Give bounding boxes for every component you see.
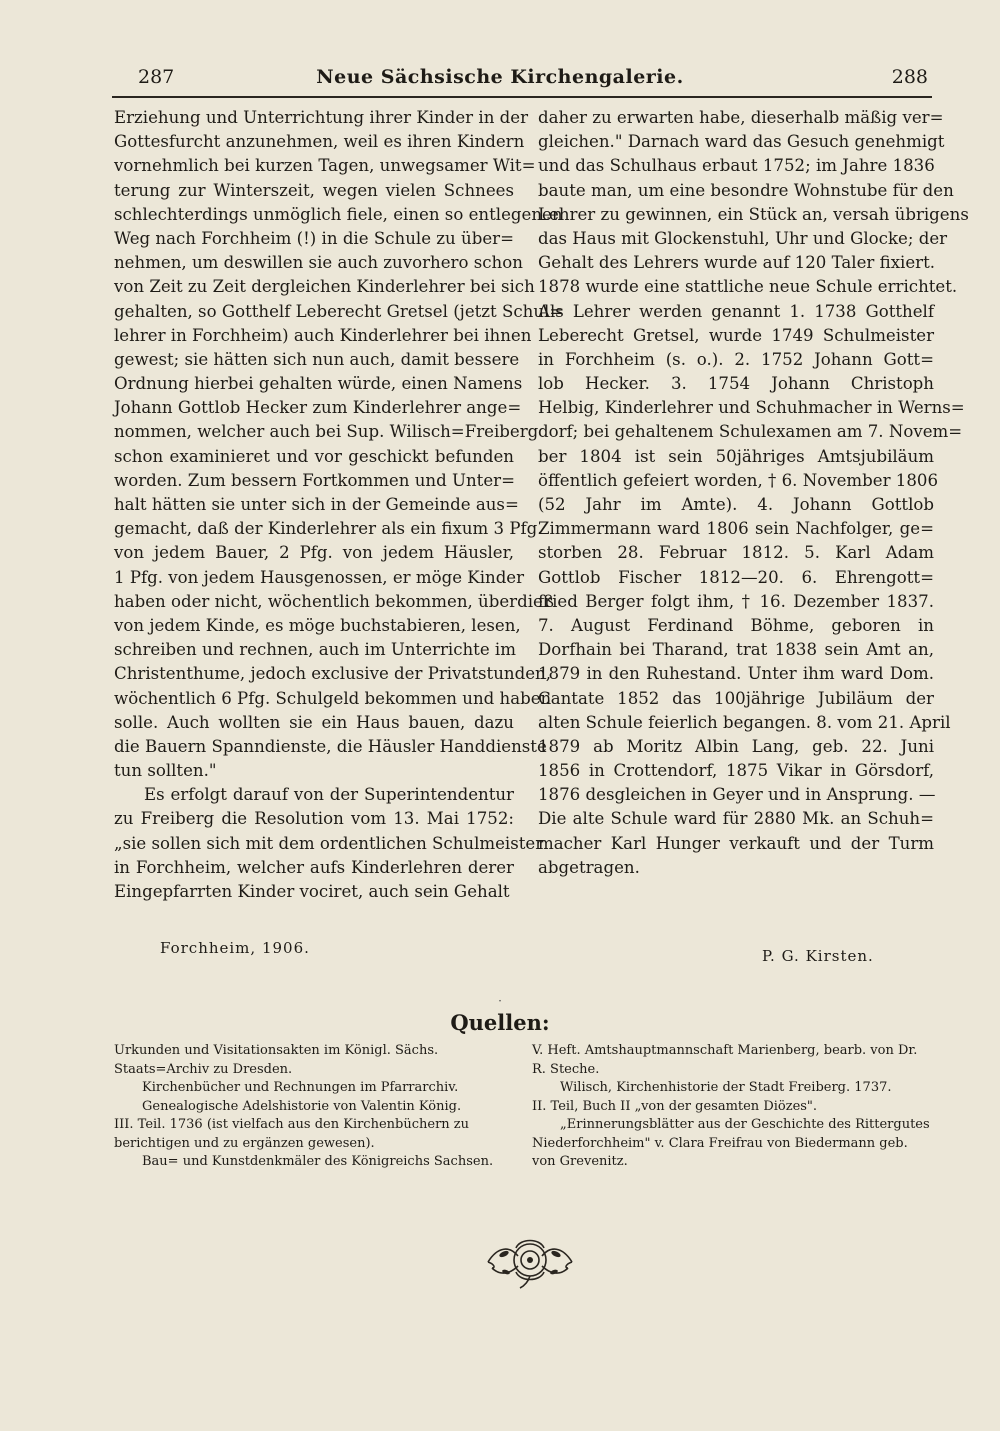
section-separator: · — [498, 994, 502, 1008]
text-line: die Bauern Spanndienste, die Häusler Handdienste — [114, 736, 547, 756]
rose-ornament-icon — [480, 1224, 580, 1294]
text-line: gewest; sie hätten sich nun auch, damit bessere — [114, 349, 520, 369]
text-line: Helbig, Kinderlehrer und Schuhmacher in Werns= — [538, 398, 965, 418]
text-line: lob Hecker. 3. 1754 Johann Christoph — [538, 374, 934, 394]
text-line: storben 28. Februar 1812. 5. Karl Adam — [538, 543, 934, 563]
text-line: und das Schulhaus erbaut 1752; im Jahre 1836 — [538, 156, 935, 176]
text-line: „sie sollen sich mit dem ordentlichen Schulmeister — [114, 833, 544, 853]
text-line: Die alte Schule ward für 2880 Mk. an Schuh= — [538, 809, 934, 829]
place-date: Forchheim, 1906. — [160, 939, 310, 957]
text-line: vornehmlich bei kurzen Tagen, unwegsamer Wit= — [114, 156, 536, 176]
source-line: berichtigen und zu ergänzen gewesen). — [114, 1135, 375, 1151]
text-line: Gehalt des Lehrers wurde auf 120 Taler fixiert. — [538, 253, 936, 273]
sources-right-column — [532, 1042, 934, 1172]
source-line: Bau= und Kunstdenkmäler des Königreichs Sachsen. — [142, 1154, 494, 1169]
text-line: das Haus mit Glockenstuhl, Uhr und Glocke; der — [538, 228, 948, 248]
text-line: nehmen, um deswillen sie auch zuvorhero schon — [114, 253, 523, 273]
source-line: V. Heft. Amtshauptmannschaft Marienberg, bearb. von Dr. — [532, 1043, 918, 1058]
source-line: Wilisch, Kirchenhistorie der Stadt Freiberg. 1737. — [560, 1080, 892, 1095]
text-line: Gottlob Fischer 1812—20. 6. Ehrengott= — [538, 567, 934, 587]
text-line: baute man, um eine besondre Wohnstube für den — [538, 180, 954, 200]
page-number-right: 288 — [891, 66, 928, 88]
text-line: 1879 in den Ruhestand. Unter ihm ward Dom. — [538, 664, 934, 684]
header-rule — [112, 96, 932, 98]
text-line: öffentlich gefeiert worden, † 6. November 1806 — [538, 470, 939, 490]
text-line: Dorfhain bei Tharand, trat 1838 sein Amt an, — [538, 640, 934, 660]
text-line: halt hätten sie unter sich in der Gemeinde aus= — [114, 495, 519, 514]
text-line: in Forchheim (s. o.). 2. 1752 Johann Gott= — [538, 349, 934, 369]
text-line: Cantate 1852 das 100jährige Jubiläum der — [538, 688, 934, 708]
running-title: Neue Sächsische Kirchengalerie. — [316, 66, 684, 88]
text-line: von jedem Kinde, es möge buchstabieren, lesen, — [114, 615, 521, 635]
text-line: in Forchheim, welcher aufs Kinderlehren derer — [114, 857, 514, 877]
text-line: haben oder nicht, wöchentlich bekommen, überdieß — [114, 591, 554, 611]
text-line: wöchentlich 6 Pfg. Schulgeld bekommen und haben — [114, 688, 552, 708]
text-line: lehrer in Forchheim) auch Kinderlehrer bei ihnen — [114, 325, 532, 345]
text-line: dorf; bei gehaltenem Schulexamen am 7. Novem= — [538, 422, 963, 442]
text-line: fried Berger folgt ihm, † 16. Dezember 1837. — [538, 591, 934, 611]
source-line: Urkunden und Visitationsakten im Königl. Sächs. — [114, 1043, 439, 1058]
text-line: Johann Gottlob Hecker zum Kinderlehrer ange= — [114, 398, 522, 418]
text-line: daher zu erwarten habe, dieserhalb mäßig ver= — [538, 108, 944, 127]
text-line: Erziehung und Unterrichtung ihrer Kinder in der — [114, 108, 529, 127]
text-line: ber 1804 ist sein 50jähriges Amtsjubiläum — [538, 446, 934, 466]
text-line: Weg nach Forchheim (!) in die Schule zu über= — [114, 228, 514, 248]
text-line: Leberecht Gretsel, wurde 1749 Schulmeister — [538, 325, 934, 345]
text-line: Es erfolgt darauf von der Superintendentur — [144, 785, 514, 805]
text-line: von jedem Bauer, 2 Pfg. von jedem Häusler, — [114, 543, 514, 563]
text-line: Lehrer zu gewinnen, ein Stück an, versah übrigens — [538, 204, 969, 224]
text-line: 1878 wurde eine stattliche neue Schule errichtet. — [538, 277, 958, 297]
text-line: worden. Zum bessern Fortkommen und Unter= — [114, 470, 515, 490]
text-line: schon examinieret und vor geschickt befunden — [114, 446, 514, 466]
text-line: Christenthume, jedoch exclusive der Privatstunden, — [114, 664, 552, 684]
source-line: Genealogische Adelshistorie von Valentin König. — [142, 1098, 462, 1114]
source-line: von Grevenitz. — [532, 1154, 628, 1169]
text-line: von Zeit zu Zeit dergleichen Kinderlehrer bei sich — [114, 277, 535, 297]
text-line: gehalten, so Gotthelf Leberecht Gretsel (jetzt Schul= — [114, 301, 564, 321]
text-line: Ordnung hierbei gehalten würde, einen Namens — [114, 374, 523, 394]
source-line: Kirchenbücher und Rechnungen im Pfarrarchiv. — [142, 1080, 459, 1095]
left-text-column — [114, 106, 564, 904]
source-line: II. Teil, Buch II „von der gesamten Diözes". — [532, 1098, 818, 1114]
author-signature: P. G. Kirsten. — [762, 947, 874, 965]
right-text-column — [538, 106, 969, 880]
source-line: Staats=Archiv zu Dresden. — [114, 1061, 293, 1077]
text-line: abgetragen. — [538, 857, 640, 877]
text-line: (52 Jahr im Amte). 4. Johann Gottlob — [538, 495, 934, 514]
sources-heading: Quellen: — [450, 1010, 550, 1035]
source-line: R. Steche. — [532, 1061, 600, 1077]
text-line: 1879 ab Moritz Albin Lang, geb. 22. Juni — [538, 736, 934, 756]
text-line: nommen, welcher auch bei Sup. Wilisch=Freiberg — [114, 422, 539, 442]
text-line: Eingepfarrten Kinder vociret, auch sein Gehalt — [114, 882, 510, 901]
source-line: Niederforchheim" v. Clara Freifrau von Biedermann geb. — [532, 1135, 908, 1151]
sources-left-column — [114, 1042, 509, 1172]
text-line: Als Lehrer werden genannt 1. 1738 Gotthelf — [538, 301, 934, 321]
text-line: gemacht, daß der Kinderlehrer als ein fixum 3 Pfg. — [114, 519, 543, 539]
text-line: tun sollten." — [114, 761, 217, 781]
text-line: macher Karl Hunger verkauft und der Turm — [538, 833, 934, 853]
text-line: 1 Pfg. von jedem Hausgenossen, er möge Kinder — [114, 567, 525, 587]
source-line: „Erinnerungsblätter aus der Geschichte des Rittergutes — [560, 1117, 930, 1132]
text-line: zu Freiberg die Resolution vom 13. Mai 1752: — [114, 809, 514, 829]
text-line: gleichen." Darnach ward das Gesuch genehmigt — [538, 132, 945, 152]
text-line: solle. Auch wollten sie ein Haus bauen, dazu — [114, 712, 514, 732]
text-line: 7. August Ferdinand Böhme, geboren in — [538, 615, 934, 635]
page-number-left: 287 — [138, 66, 175, 88]
text-line: schreiben und rechnen, auch im Unterrichte im — [114, 640, 516, 660]
source-line: III. Teil. 1736 (ist vielfach aus den Kirchenbüchern zu — [114, 1117, 470, 1132]
text-line: Gottesfurcht anzunehmen, weil es ihren Kindern — [114, 132, 525, 152]
text-line: schlechterdings unmöglich fiele, einen so entlegenen — [114, 204, 563, 224]
text-line: Zimmermann ward 1806 sein Nachfolger, ge= — [538, 519, 934, 539]
text-line: alten Schule feierlich begangen. 8. vom 21. April — [538, 712, 951, 732]
text-line: 1856 in Crottendorf, 1875 Vikar in Görsdorf, — [538, 761, 934, 781]
text-line: terung zur Winterszeit, wegen vielen Schnees — [114, 180, 514, 200]
text-line: 1876 desgleichen in Geyer und in Ansprung. — — [538, 785, 936, 805]
